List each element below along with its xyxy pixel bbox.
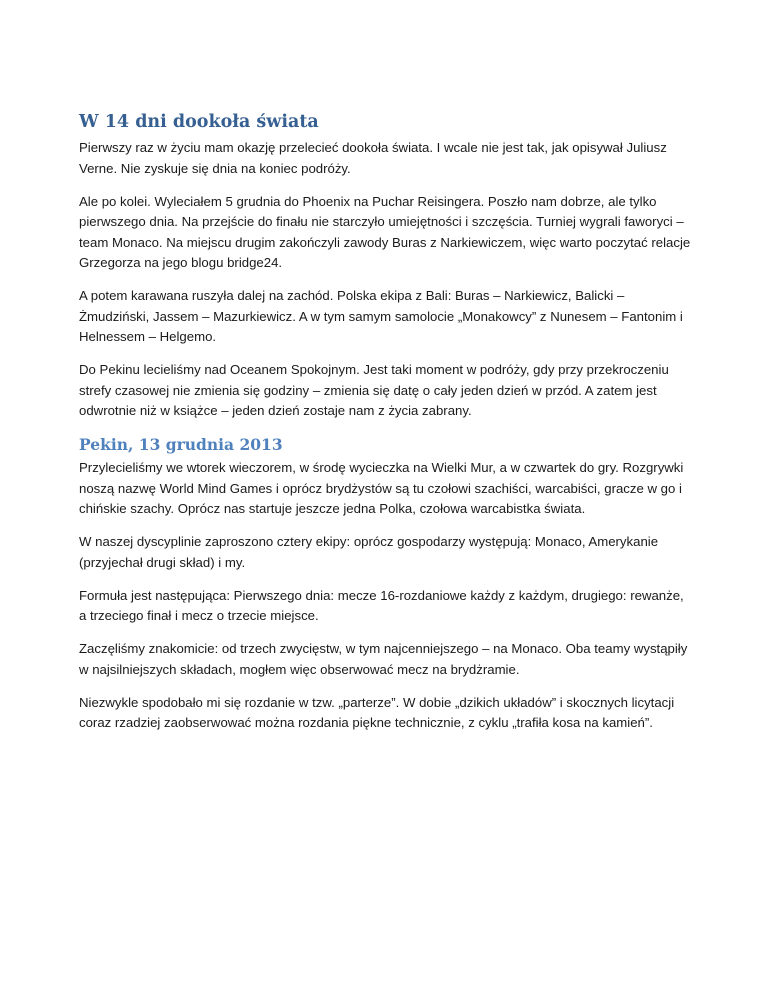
document-title: W 14 dni dookoła świata	[79, 112, 319, 132]
section-heading: Pekin, 13 grudnia 2013	[79, 435, 283, 454]
paragraph: Ale po kolei. Wyleciałem 5 grudnia do Phoenix na Puchar Reisingera. Poszło nam dobrze, ale tylko pierwszego dnia. Na przejście do finału nie starczyło umiejętności i szczęścia. Turniej wygrali faworyci – team Monaco. Na miejscu drugim zakończyli zawody Buras z Narkiewiczem, więc warto poczytać relacje Grzegorza na jego blogu bridge24.	[79, 193, 691, 270]
paragraph: Pierwszy raz w życiu mam okazję przelecieć dookoła świata. I wcale nie jest tak, jak opisywał Juliusz Verne. Nie zyskuje się dnia na koniec podróży.	[79, 140, 667, 176]
paragraph: Przylecieliśmy we wtorek wieczorem, w środę wycieczka na Wielki Mur, a w czwartek do gry. Rozgrywki noszą nazwę World Mind Games i oprócz brydżystów są tu czołowi szachiści, warcabiści, gracze w go i chińskie szachy. Oprócz nas startuje jeszcze jedna Polka, czołowa warcabistka świata.	[79, 460, 684, 516]
paragraph: Do Pekinu lecieliśmy nad Oceanem Spokojnym. Jest taki moment w podróży, gdy przy przekroczeniu strefy czasowej nie zmienia się godziny – zmienia się datę o cały jeden dzień w przód. A zatem jest odwrotnie niż w książce – jeden dzień zostaje nam z życia zabrany.	[79, 362, 669, 418]
paragraph: Niezwykle spodobało mi się rozdanie w tzw. „parterze”. W dobie „dzikich układów” i skocznych licytacji coraz rzadziej zaobserwować można rozdania piękne technicznie, z cyklu „trafiła kosa na kamień”.	[79, 694, 675, 730]
document-page	[79, 110, 691, 746]
paragraph: W naszej dyscyplinie zaproszono cztery ekipy: oprócz gospodarzy występują: Monaco, Amerykanie (przyjechał drugi skład) i my.	[79, 534, 659, 570]
paragraph: Zaczęliśmy znakomicie: od trzech zwycięstw, w tym najcenniejszego – na Monaco. Oba teamy wystąpiły w najsilniejszych składach, mogłem więc obserwować mecz na brydżramie.	[79, 641, 688, 677]
paragraph: A potem karawana ruszyła dalej na zachód. Polska ekipa z Bali: Buras – Narkiewicz, Balicki – Żmudziński, Jassem – Mazurkiewicz. A w tym samym samolocie „Monakowcy” z Nunesem – Fantonim i Helnessem – Helgemo.	[79, 288, 683, 344]
paragraph: Formuła jest następująca: Pierwszego dnia: mecze 16-rozdaniowe każdy z każdym, drugiego: rewanże, a trzeciego finał i mecz o trzecie miejsce.	[79, 587, 684, 623]
